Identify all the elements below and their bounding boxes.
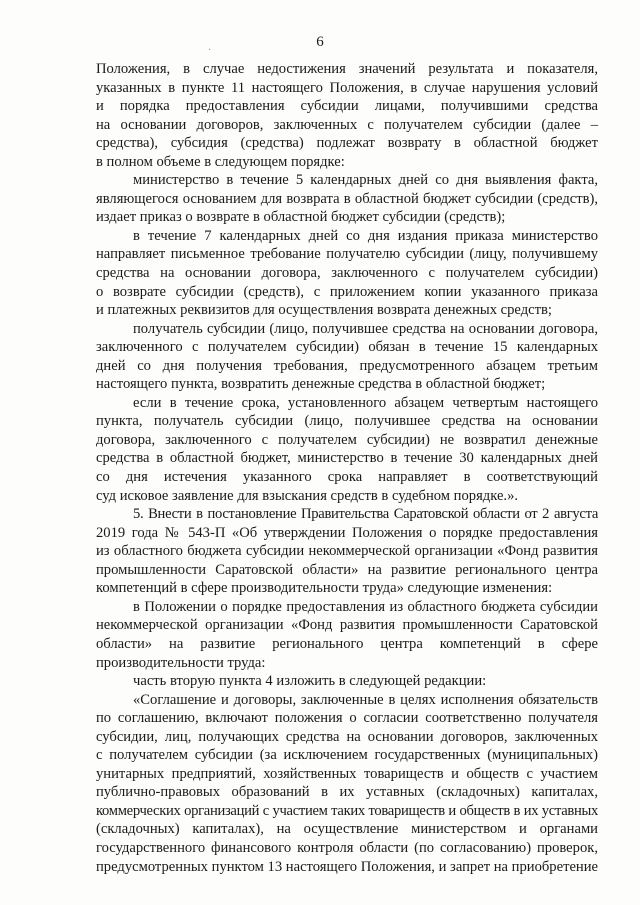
text-line: по соглашению, включают положения о согласии соответственно получателя (96, 710, 598, 727)
text-line: некоммерческой организации «Фонд развития промышленности Саратовской (96, 617, 598, 634)
page-number: 6 (316, 34, 324, 50)
text-line: на основании договоров, заключенных с получателем субсидии (далее – (96, 116, 598, 133)
text-line: со дня истечения указанного срока направляет в соответствующий (96, 469, 598, 486)
document-body (96, 60, 598, 876)
text-line: министерство в течение 5 календарных дней со дня выявления факта, (133, 172, 598, 189)
text-line: издает приказ о возврате в областной бюджет субсидии (средств); (96, 209, 506, 226)
text-line: в полном объеме в следующем порядке: (96, 153, 345, 170)
text-line: компетенций в сфере производительности труда» следующие изменения: (96, 580, 553, 597)
text-line: настоящего пункта, возвратить денежные средства в областной бюджет; (96, 376, 546, 393)
scan-mark: · (208, 45, 212, 56)
text-line: области» на развитие регионального центра компетенций в сфере (96, 635, 598, 652)
text-line: суд исковое заявление для взыскания средств в судебном порядке.». (96, 487, 519, 504)
text-line: субсидии, лиц, получающих средства на основании договоров, заключенных (96, 728, 598, 745)
text-line: с получателем субсидии (за исключением государственных (муниципальных) (96, 747, 598, 764)
text-line: и порядка предоставления субсидии лицами, получившими средства (96, 98, 598, 115)
text-line: из областного бюджета субсидии некоммерческой организации «Фонд развития (96, 543, 598, 560)
text-line: являющегося основанием для возврата в областной бюджет субсидии (средств), (96, 190, 598, 207)
text-line: производительности труда: (96, 654, 266, 671)
text-line: Положения, в случае недостижения значений результата и показателя, (96, 61, 598, 77)
text-line: средства в областной бюджет, министерство в течение 30 календарных дней (96, 450, 598, 467)
text-line: в Положении о порядке предоставления из областного бюджета субсидии (133, 598, 598, 615)
text-line: 5. Внести в постановление Правительства Саратовской области от 2 августа (133, 506, 598, 523)
text-line: указанных в пункте 11 настоящего Положения, в случае нарушения условий (96, 79, 598, 96)
text-line: коммерческих организаций с участием таких товариществ и обществ в их уставных (96, 802, 598, 819)
text-line: предусмотренных пунктом 13 настоящего Положения, и запрет на приобретение (96, 858, 599, 875)
text-line: направляет письменное требование получателю субсидии (лицу, получившему (96, 246, 598, 263)
text-line: получатель субсидии (лицо, получившее средства на основании договора, (133, 320, 598, 337)
text-line: если в течение срока, установленного абзацем четвертым настоящего (133, 394, 598, 411)
text-line: «Соглашение и договоры, заключенные в целях исполнения обязательств (133, 691, 598, 708)
text-line: средства на основании договора, заключенного с получателем субсидии) (96, 265, 598, 282)
text-line: заключенного с получателем субсидии) обязан в течение 15 календарных (96, 339, 598, 356)
text-line: унитарных предприятий, хозяйственных товариществ и обществ с участием (96, 765, 598, 782)
text-line: публично-правовых образований в их уставных (складочных) капиталах, (96, 784, 598, 801)
text-line: государственного финансового контроля области (по согласованию) проверок, (96, 839, 598, 856)
text-line: договора, заключенного с получателем субсидии) не возвратил денежные (96, 431, 598, 448)
text-line: пункта, получатель субсидии (лицо, получившее средства на основании (96, 413, 598, 430)
text-line: дней со дня получения требования, предусмотренного абзацем третьим (96, 357, 598, 374)
text-line: часть вторую пункта 4 изложить в следующей редакции: (133, 673, 487, 690)
text-line: промышленности Саратовской области» на развитие регионального центра (96, 561, 598, 578)
text-line: в течение 7 календарных дней со дня издания приказа министерство (133, 227, 598, 244)
text-line: о возврате субсидии (средств), с приложением копии указанного приказа (96, 283, 598, 300)
text-line: 2019 года № 543-П «Об утверждении Положения о порядке предоставления (96, 524, 598, 541)
text-line: средства), субсидия (средства) подлежат возврату в областной бюджет (96, 135, 598, 152)
text-line: и платежных реквизитов для осуществления возврата денежных средств; (96, 302, 552, 319)
text-line: (складочных) капиталах), на осуществление министерством и органами (96, 821, 598, 838)
